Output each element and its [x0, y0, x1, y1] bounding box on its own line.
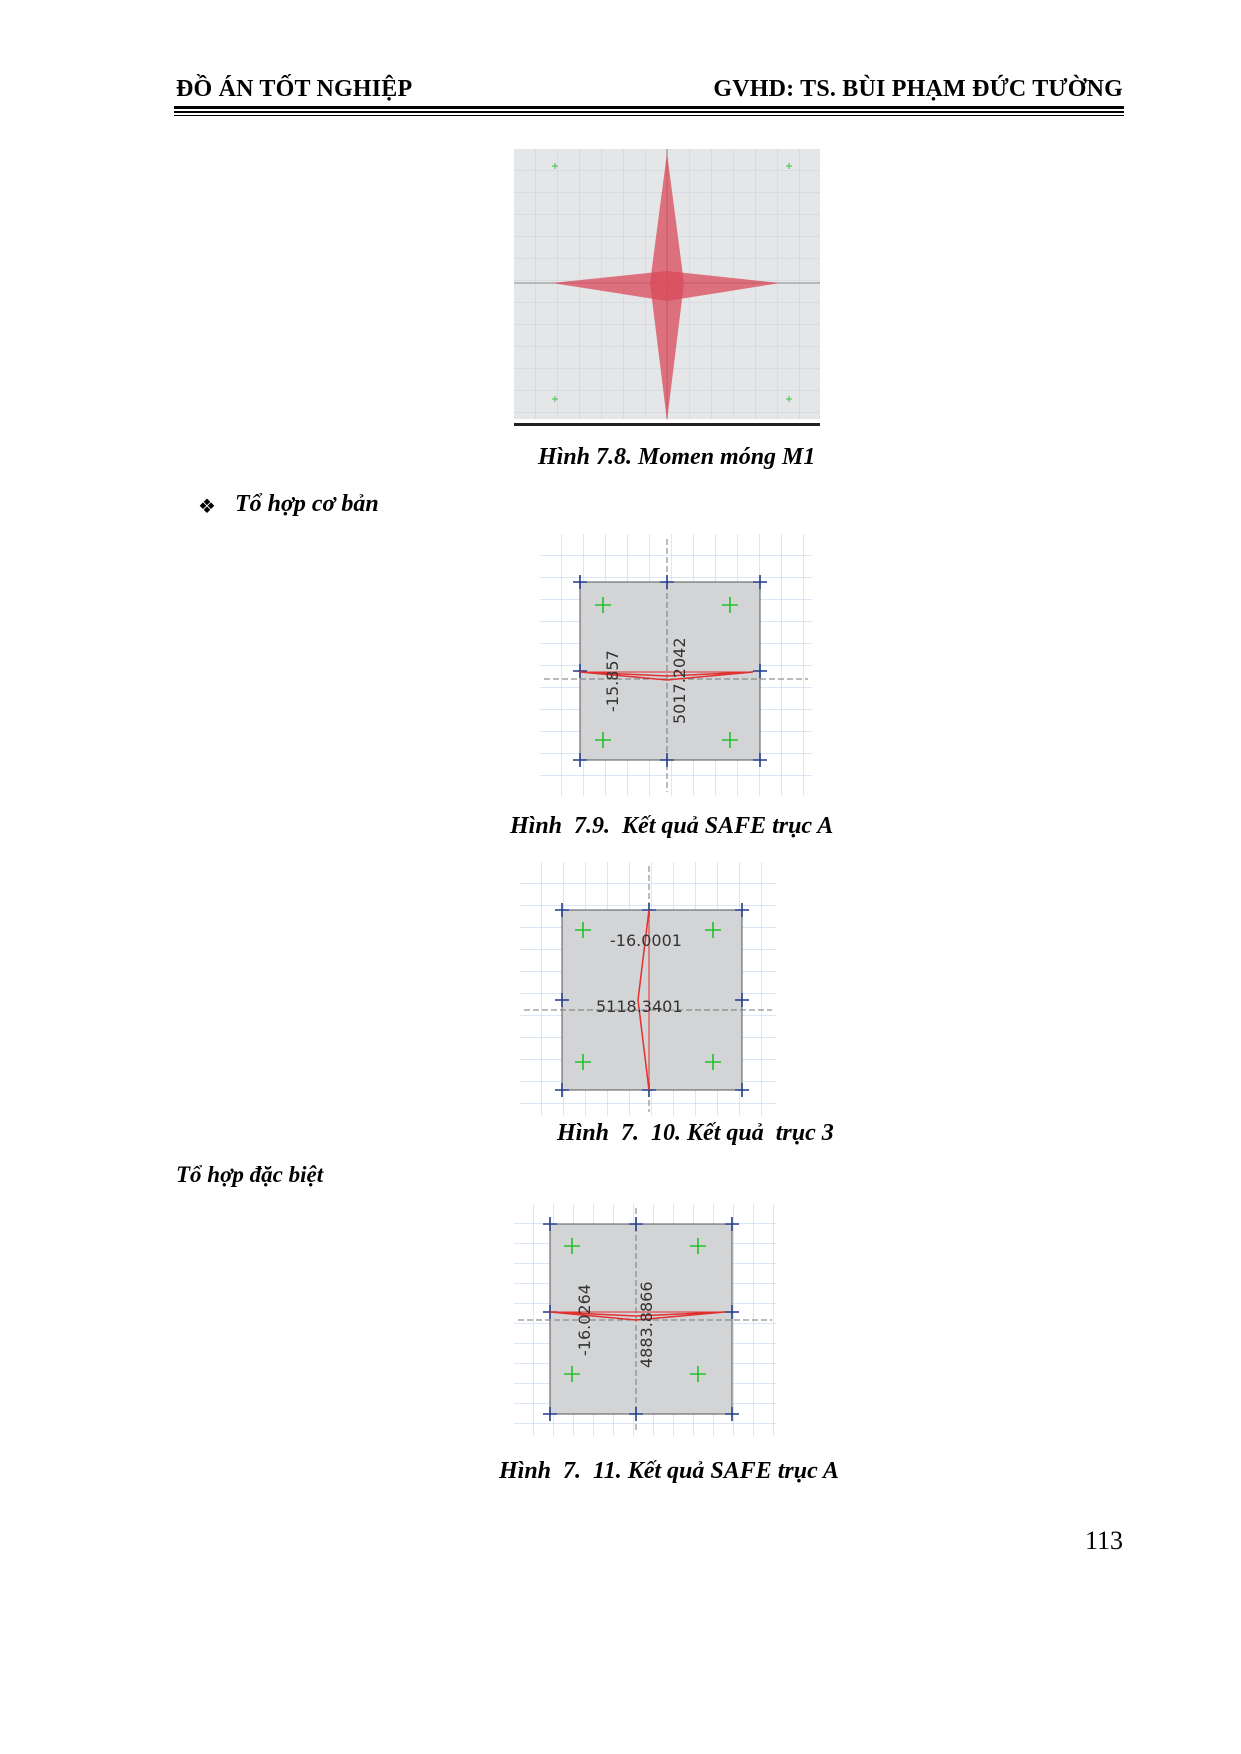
label-min: -16.0264	[575, 1284, 594, 1356]
safe-result-image	[514, 1204, 776, 1436]
page-number: 113	[1084, 1526, 1123, 1555]
label-max: 4883.8866	[637, 1281, 656, 1368]
section-heading-basic: Tổ hợp cơ bản	[235, 491, 379, 517]
safe-result-image	[540, 534, 812, 796]
label-max: 5017.2042	[670, 637, 689, 724]
header-left-title: ĐỒ ÁN TỐT NGHIỆP	[176, 76, 413, 102]
header-rule	[174, 106, 1124, 109]
figure-caption: Hình 7.8. Momen móng M1	[538, 444, 816, 470]
moment-diagram-image	[514, 149, 820, 429]
label-min: -16.0001	[610, 931, 682, 950]
bullet-icon: ❖	[198, 496, 216, 518]
header-rule	[174, 111, 1124, 113]
figure-axis-3	[520, 862, 776, 1116]
figure-moment-m1	[514, 149, 820, 429]
figure-safe-axis-a-special	[514, 1204, 776, 1436]
header-right-title: GVHD: TS. BÙI PHẠM ĐỨC TƯỜNG	[713, 76, 1123, 102]
figure-caption: Hình 7. 10. Kết quả trục 3	[557, 1120, 834, 1146]
figure-caption: Hình 7.9. Kết quả SAFE trục A	[510, 813, 834, 839]
header-rule	[174, 115, 1124, 116]
safe-result-image	[520, 862, 776, 1116]
figure-safe-axis-a	[540, 534, 812, 796]
section-heading-special: Tổ hợp đặc biệt	[176, 1162, 324, 1187]
figure-caption: Hình 7. 11. Kết quả SAFE trục A	[499, 1458, 839, 1484]
label-max: 5118.3401	[596, 997, 683, 1016]
label-min: -15.857	[603, 650, 622, 712]
